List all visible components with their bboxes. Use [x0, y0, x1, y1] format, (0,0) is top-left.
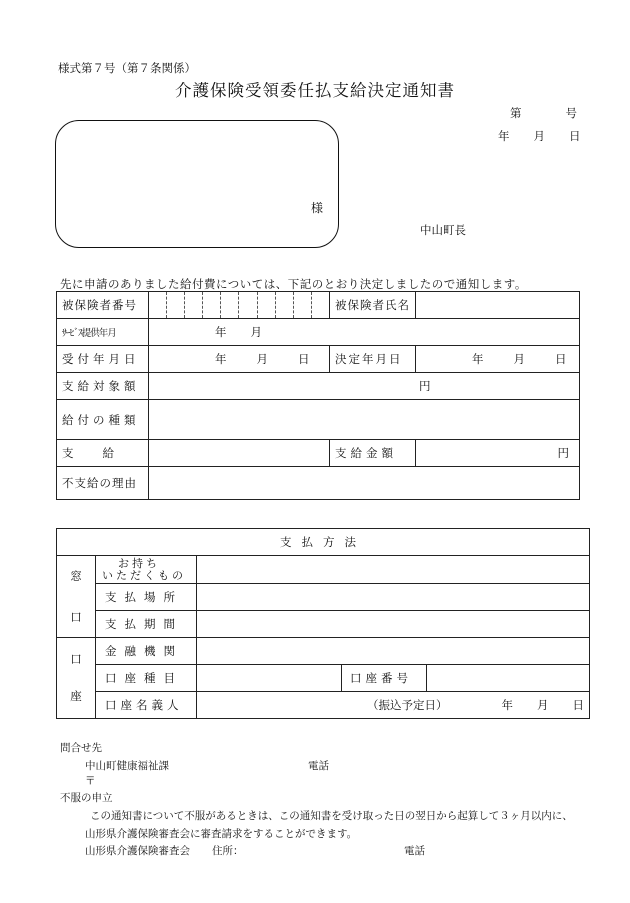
- review-council-tel-label: 電話: [404, 845, 425, 857]
- honorific-sama: 様: [311, 201, 324, 215]
- date-month: 月: [533, 129, 545, 143]
- document-title: 介護保険受領委任払支給決定通知書: [175, 81, 455, 100]
- window-section-label: [57, 556, 96, 638]
- insured-no-digit-boxes: [149, 292, 329, 318]
- date-day: 日: [569, 129, 581, 143]
- decision-month: 月: [513, 352, 525, 366]
- payment-amount-label: 支給金額: [330, 440, 416, 467]
- bank-field: [197, 638, 590, 665]
- date-year: 年: [498, 129, 510, 143]
- payment-label: 支 給: [57, 440, 149, 467]
- objection-label: 不服の申立: [60, 792, 113, 804]
- payment-amount-field: [416, 440, 580, 467]
- receipt-month: 月: [256, 352, 268, 366]
- inquiry-label: 問合せ先: [60, 742, 102, 754]
- items-to-bring-label: [96, 556, 197, 584]
- issuer-mayor: 中山町長: [420, 223, 466, 237]
- service-month: 月: [250, 325, 262, 339]
- account-holder-label: 口座名義人: [96, 692, 197, 719]
- receipt-date-label: 受付年月日: [57, 346, 149, 373]
- account-no-field: [427, 665, 590, 692]
- target-amount-field: [149, 373, 580, 400]
- account-char-1: 口: [70, 652, 82, 667]
- inquiry-department: 中山町健康福祉課: [85, 760, 169, 772]
- account-section-label: [57, 638, 96, 719]
- payment-period-field: [197, 611, 590, 638]
- payment-place-label: 支払場所: [96, 584, 197, 611]
- non-payment-reason-field: [149, 467, 580, 500]
- document-date: [498, 128, 581, 144]
- payment-field: [149, 440, 330, 467]
- insured-no-label: 被保険者番号: [57, 292, 149, 319]
- service-year: 年: [215, 325, 227, 339]
- recipient-address-box: [55, 120, 339, 248]
- scheduled-month: 月: [537, 698, 549, 712]
- objection-text-line-2: 山形県介護保険審査会に審査請求をすることができます。: [85, 828, 358, 840]
- target-amount-label: 支給対象額: [57, 373, 149, 400]
- document-number: [510, 105, 577, 121]
- account-char-2: 座: [70, 689, 82, 703]
- bank-label: 金融機関: [96, 638, 197, 665]
- account-holder-field: [197, 692, 590, 719]
- account-type-field: [197, 665, 342, 692]
- form-number: 様式第７号（第７条関係）: [58, 61, 196, 75]
- window-char-2: 口: [70, 609, 82, 624]
- decision-date-label: 決定年月日: [330, 346, 416, 373]
- review-council-name: 山形県介護保険審査会: [85, 845, 190, 857]
- insured-no-field: [149, 292, 330, 319]
- insured-name-label: 被保険者氏名: [330, 292, 416, 319]
- decision-date-field: [416, 346, 580, 373]
- payment-place-field: [197, 584, 590, 611]
- insured-name-field: [416, 292, 580, 319]
- payment-method-table: [56, 528, 590, 719]
- receipt-date-field: [149, 346, 330, 373]
- service-month-label: ｻｰﾋﾞｽ提供年月: [57, 319, 149, 346]
- scheduled-date-label: （振込予定日）: [367, 698, 448, 712]
- decision-table: [56, 291, 580, 500]
- payment-amount-yen: 円: [557, 446, 569, 460]
- decision-day: 日: [555, 352, 567, 366]
- decision-year: 年: [472, 352, 484, 366]
- account-no-label: 口座番号: [342, 665, 427, 692]
- doc-no-suffix: 号: [565, 106, 577, 120]
- account-type-label: 口座種目: [96, 665, 197, 692]
- inquiry-tel-label: 電話: [308, 760, 329, 772]
- non-payment-reason-label: 不支給の理由: [57, 467, 149, 500]
- scheduled-year: 年: [501, 698, 513, 712]
- intro-text: 先に申請のありました給付費については、下記のとおり決定しましたので通知します。: [60, 277, 527, 291]
- doc-no-prefix: 第: [510, 106, 522, 120]
- receipt-day: 日: [298, 352, 310, 366]
- target-amount-yen: 円: [419, 379, 431, 393]
- payment-period-label: 支払期間: [96, 611, 197, 638]
- payment-method-title: 支払方法: [57, 529, 590, 556]
- benefit-type-field: [149, 400, 580, 440]
- window-char-1: 窓: [70, 568, 82, 583]
- review-council-address-label: 住所：: [212, 845, 244, 857]
- objection-text-line-1: この通知書について不服があるときは、この通知書を受け取った日の翌日から起算して３ヶ月以内に、: [90, 810, 573, 822]
- benefit-type-label: 給付の種類: [57, 400, 149, 440]
- receipt-year: 年: [215, 352, 227, 366]
- items-line-1: お持ち: [118, 556, 160, 570]
- scheduled-day: 日: [572, 698, 584, 712]
- service-month-field: [149, 319, 580, 346]
- items-line-2: いただくもの: [102, 568, 186, 582]
- postal-mark-icon: 〒: [85, 775, 96, 787]
- items-to-bring-field: [197, 556, 590, 584]
